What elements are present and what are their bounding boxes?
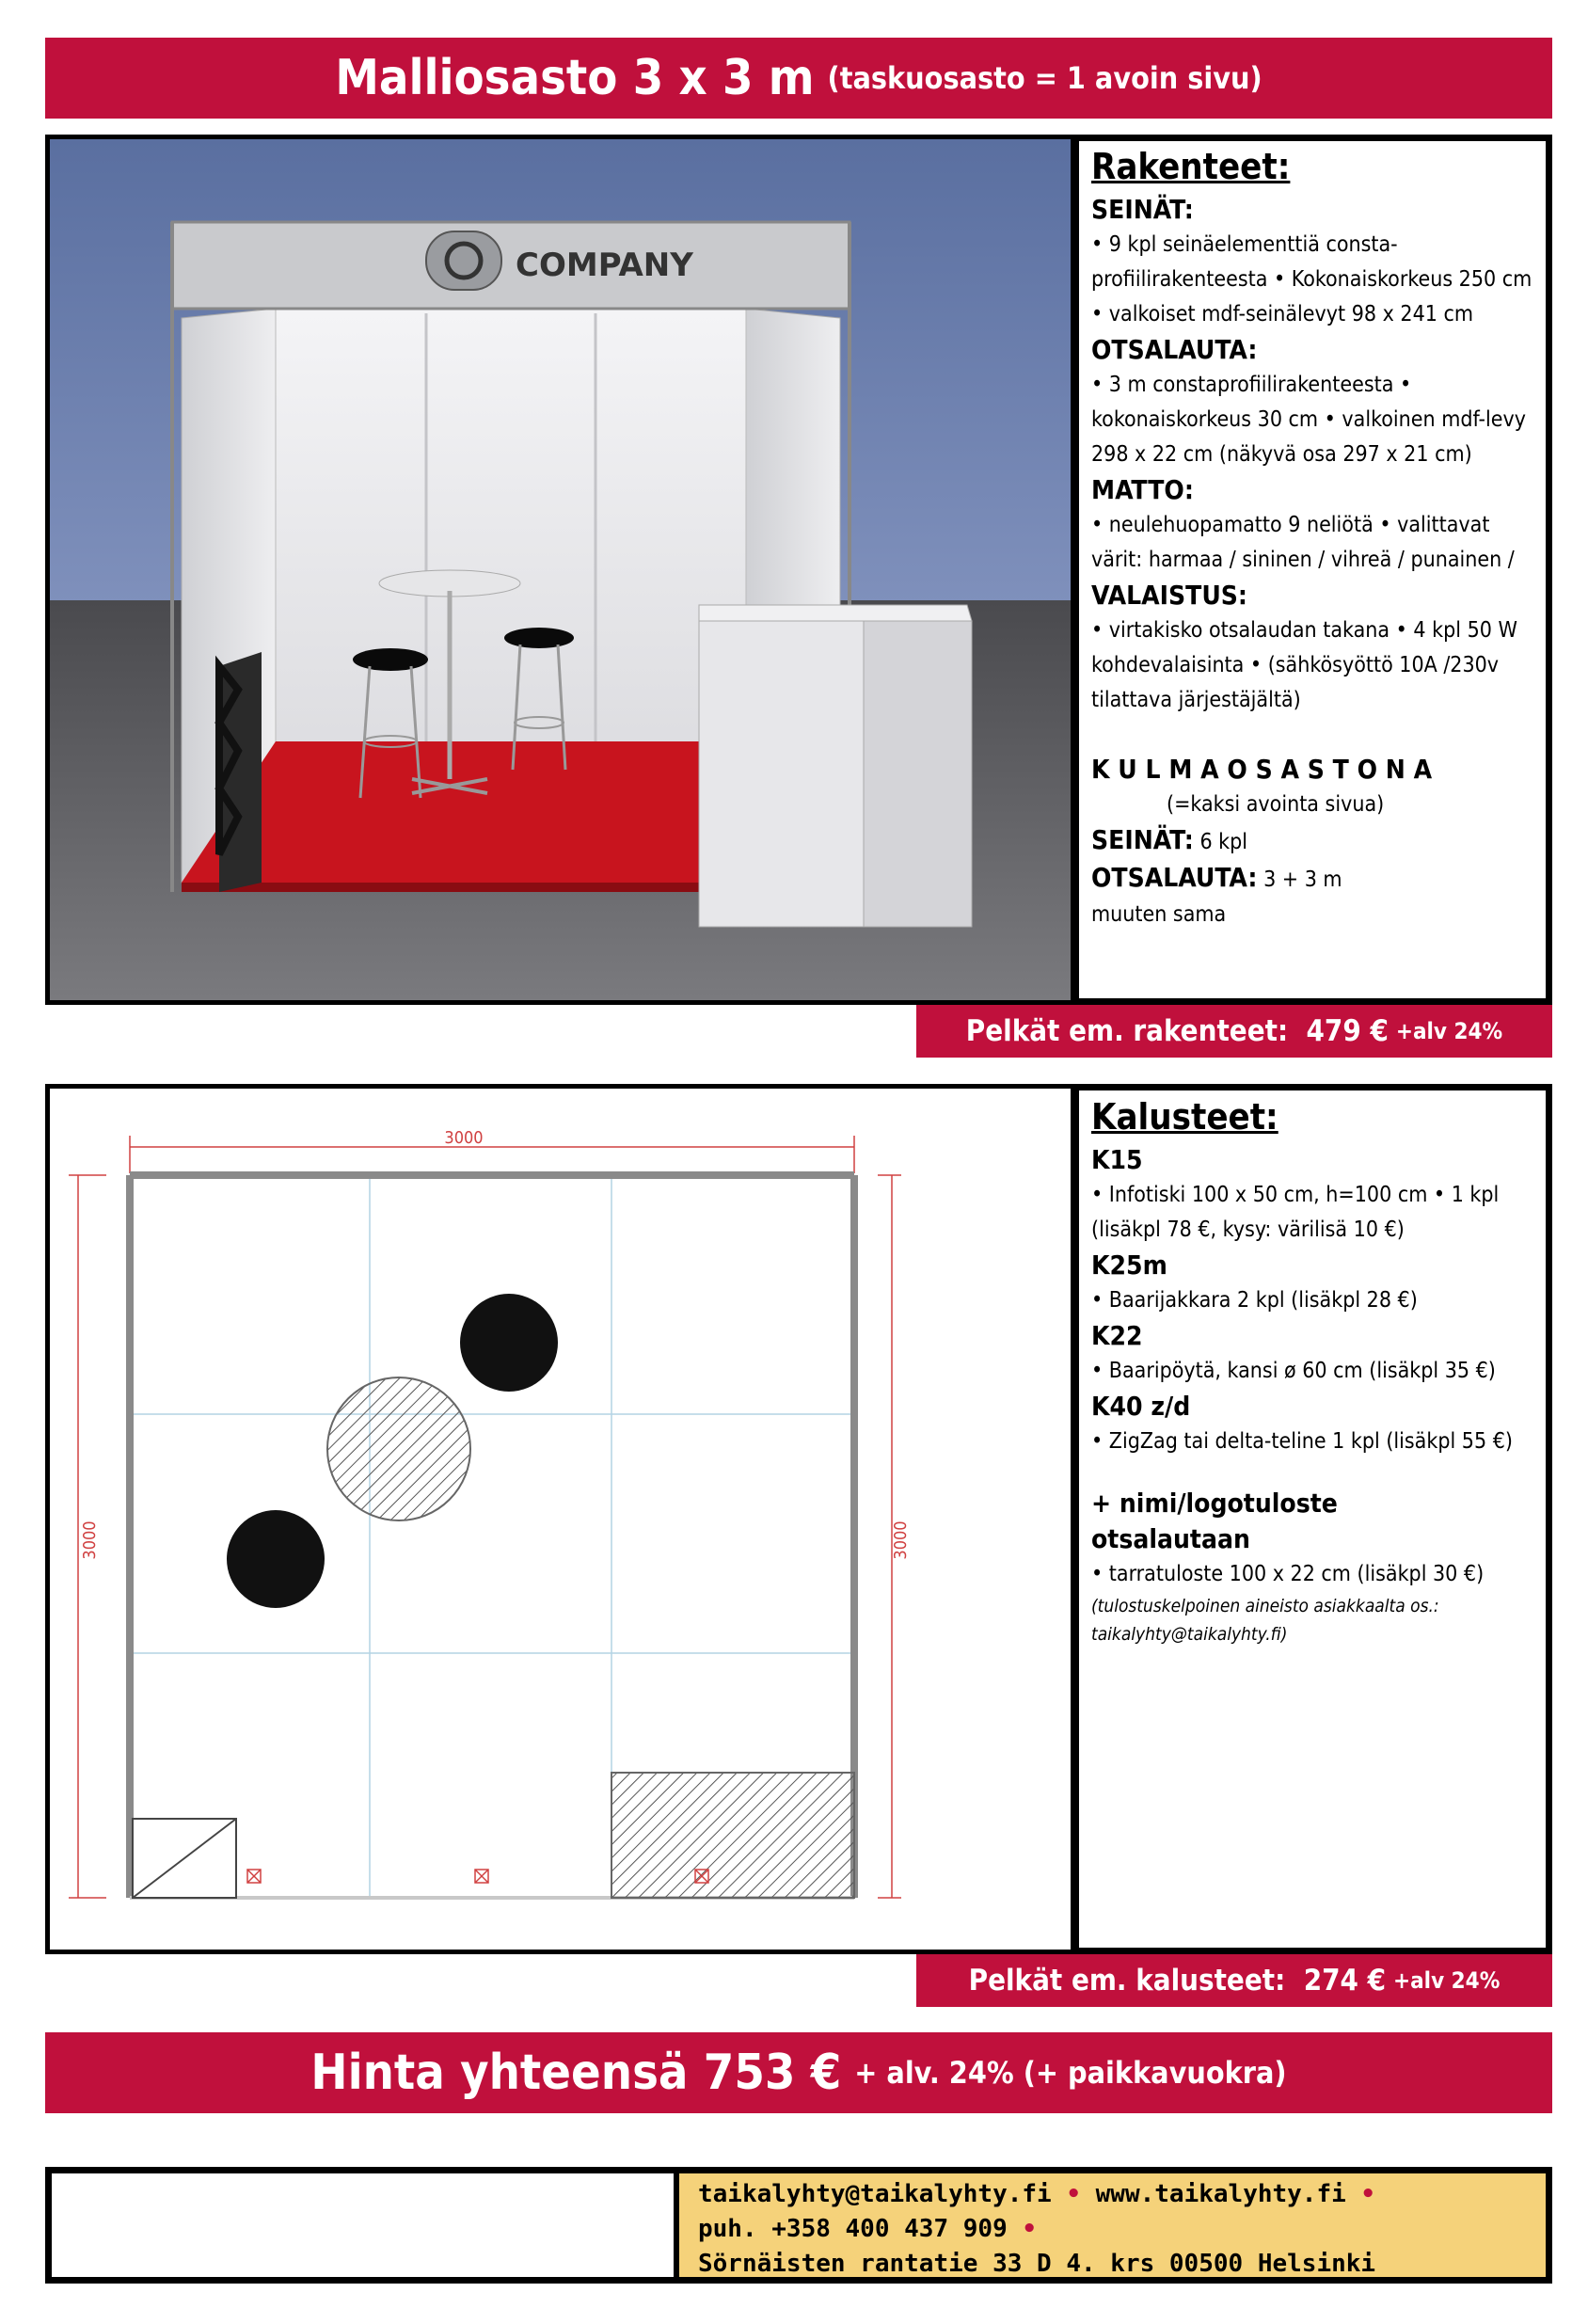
logo-print-title: + nimi/logotuloste otsalautaan — [1091, 1488, 1338, 1554]
structures-price — [916, 1005, 1552, 1058]
carpet-text: • neulehuopamatto 9 neliötä • valittavat värit: harmaa / sininen / vihreä / punainen / — [1091, 513, 1515, 572]
page-subtitle: (taskuosasto = 1 avoin sivu) — [827, 60, 1262, 96]
fascia-title: OTSALAUTA: — [1091, 334, 1258, 365]
info-desk-plan — [611, 1773, 854, 1898]
logo-print-text: • tarratuloste 100 x 22 cm (lisäkpl 30 €) — [1091, 1562, 1485, 1586]
furniture-price-amount: 274 € — [1303, 1964, 1387, 1998]
header-banner — [45, 38, 1552, 119]
structures-price-vat: +alv 24% — [1395, 1018, 1503, 1044]
structures-price-amount: 479 € — [1306, 1014, 1389, 1048]
bar-stool-top — [460, 1294, 558, 1392]
corner-rest: muuten sama — [1091, 902, 1227, 927]
floorplan-frame — [45, 1084, 1075, 1954]
furniture-heading: Kalusteet: — [1091, 1096, 1278, 1138]
k15-text: • Infotiski 100 x 50 cm, h=100 cm • 1 kpl (lisäkpl 78 €, kysy: värilisä 10 €) — [1091, 1183, 1500, 1242]
corner-walls-value: 6 kpl — [1199, 830, 1248, 854]
k15-title: K15 — [1091, 1144, 1143, 1175]
floorplan-drawing — [50, 1089, 1071, 1950]
contact-separator: • — [1066, 2180, 1081, 2208]
lighting-text: • virtakisko otsalaudan takana • 4 kpl 50 W kohdevalaisinta • (sähkösyöttö 10A /230v tilattava järjestäjältä) — [1091, 618, 1517, 712]
contact-address: Sörnäisten rantatie 33 D 4. krs 00500 Helsinki — [698, 2250, 1376, 2278]
furniture-price — [916, 1954, 1552, 2007]
contact-email[interactable]: taikalyhty@taikalyhty.fi — [698, 2180, 1052, 2208]
contact-phone: puh. +358 400 437 909 — [698, 2215, 1008, 2243]
booth-logo-text: COMPANY — [516, 247, 693, 284]
corner-fascia-label: OTSALAUTA: — [1091, 862, 1258, 893]
bar-table-plan — [327, 1377, 470, 1520]
furniture-text — [1091, 1091, 1539, 1648]
dimension-left: 3000 — [80, 1520, 100, 1560]
total-suffix: + alv. 24% (+ paikkavuokra) — [854, 2055, 1287, 2091]
furniture-price-label: Pelkät em. kalusteet: — [968, 1964, 1286, 1998]
info-desk — [699, 605, 972, 927]
k40-title: K40 z/d — [1091, 1391, 1191, 1422]
corner-title: K U L M A O S A S T O N A — [1091, 754, 1433, 785]
furniture-price-vat: +alv 24% — [1393, 1967, 1501, 1994]
corner-fascia-value: 3 + 3 m — [1263, 868, 1342, 892]
walls-text: • 9 kpl seinäelementtiä consta-profiilirakenteesta • Kokonaiskorkeus 250 cm • valkoiset mdf-seinälevyt 98 x 241 cm — [1091, 232, 1532, 326]
contact-separator: • — [1022, 2215, 1038, 2243]
structures-text — [1091, 141, 1539, 932]
k22-text: • Baaripöytä, kansi ø 60 cm (lisäkpl 35 €) — [1091, 1359, 1496, 1383]
k25-text: • Baarijakkara 2 kpl (lisäkpl 28 €) — [1091, 1288, 1418, 1313]
contact-web[interactable]: www.taikalyhty.fi — [1095, 2180, 1346, 2208]
dimension-right: 3000 — [891, 1520, 911, 1560]
carpet-title: MATTO: — [1091, 474, 1194, 505]
k25-title: K25m — [1091, 1250, 1167, 1281]
total-label: Hinta yhteensä 753 € — [310, 2045, 842, 2101]
page-title: Malliosasto 3 x 3 m — [335, 50, 815, 106]
booth-render — [45, 135, 1075, 1005]
contact-separator: • — [1360, 2180, 1376, 2208]
lighting-title: VALAISTUS: — [1091, 580, 1248, 611]
k40-text: • ZigZag tai delta-teline 1 kpl (lisäkpl 55 €) — [1091, 1429, 1513, 1454]
k22-title: K22 — [1091, 1320, 1143, 1351]
contact-block — [679, 2173, 1546, 2277]
booth-illustration — [50, 139, 1071, 1000]
total-banner — [45, 2032, 1552, 2113]
corner-walls-label: SEINÄT: — [1091, 824, 1194, 855]
fascia-text: • 3 m constaprofiilirakenteesta • kokonaiskorkeus 30 cm • valkoinen mdf-levy 298 x 22 cm (näkyvä osa 297 x 21 cm) — [1091, 373, 1526, 467]
dimension-top: 3000 — [444, 1128, 484, 1148]
zigzag-rack — [219, 652, 262, 892]
corner-subtitle: (=kaksi avointa sivua) — [1167, 792, 1385, 817]
bar-stool-bottom — [227, 1510, 325, 1608]
walls-title: SEINÄT: — [1091, 194, 1194, 225]
structures-heading: Rakenteet: — [1091, 146, 1291, 187]
structures-price-label: Pelkät em. rakenteet: — [965, 1014, 1289, 1048]
zigzag-rack-plan — [133, 1819, 236, 1898]
logo-print-note: (tulostuskelpoinen aineisto asiakkaalta os.: taikalyhty@taikalyhty.fi) — [1091, 1596, 1439, 1645]
